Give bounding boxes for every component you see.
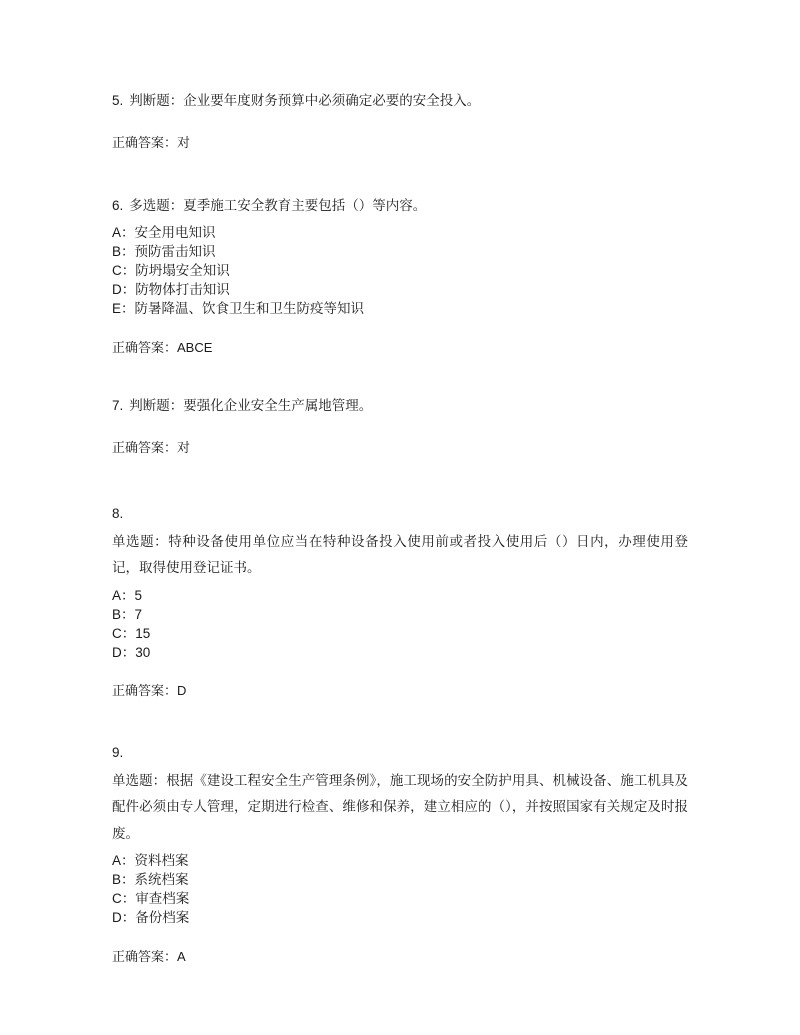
question-number: 9. [112,745,124,761]
question-block [112,740,688,965]
answer-label: 正确答案： [112,339,178,355]
question-type-label: 单选题： [112,773,167,788]
option-item: A：安全用电知识 [112,224,216,240]
question-text: 要强化企业安全生产属地管理。 [183,397,373,413]
answer-line [112,339,688,357]
answer-value: 对 [177,440,191,456]
option-item: C：审查档案 [112,891,190,907]
question-type-label: 判断题： [129,397,184,413]
option-list [112,851,688,928]
question-text: 特种设备使用单位应当在特种设备投入使用前或者投入使用后（）日内，办理使用登记，取得使用登记证书。 [112,533,688,576]
option-list [112,223,688,319]
question-stem-line [112,393,688,419]
question-type-label: 多选题： [129,197,184,213]
answer-label: 正确答案： [112,948,178,964]
option-item: C：15 [112,625,151,641]
question-text: 企业要年度财务预算中必须确定必要的安全投入。 [183,93,481,108]
question-block [112,88,688,153]
answer-value: 对 [177,135,191,151]
option-item: B：预防雷击知识 [112,243,216,259]
option-item: D：30 [112,645,151,661]
answer-value: ABCE [177,339,213,355]
option-item: D：防物体打击知识 [112,282,230,298]
answer-value: D [177,683,187,699]
answer-label: 正确答案： [112,135,178,151]
option-item: A：资料档案 [112,852,189,868]
answer-line [112,948,688,966]
question-number: 6. [112,197,124,213]
question-type-label: 单选题： [112,533,169,549]
answer-line [112,439,688,457]
option-item: B：7 [112,606,143,622]
question-stem-line [112,193,688,219]
question-stem-line [112,88,688,114]
question-number: 5. [112,93,124,108]
question-block [112,501,688,700]
question-type-label: 判断题： [129,93,184,108]
option-item: B：系统档案 [112,872,189,888]
option-item: A：5 [112,587,143,603]
answer-line [112,682,688,700]
option-item: D：备份档案 [112,910,190,926]
question-number: 7. [112,397,124,413]
question-block [112,193,688,357]
answer-line [112,134,688,152]
question-text: 根据《建设工程安全生产管理条例》，施工现场的安全防护用具、机械设备、施工机具及配件必须由专人管理，定期进行检查、维修和保养，建立相应的（），并按照国家有关规定及时报废。 [112,773,689,841]
option-item: E：防暑降温、饮食卫生和卫生防疫等知识 [112,301,365,317]
question-stem-line [112,529,688,582]
question-text: 夏季施工安全教育主要包括（）等内容。 [183,197,427,213]
answer-label: 正确答案： [112,683,178,699]
option-item: C：防坍塌安全知识 [112,263,230,279]
option-list [112,586,688,663]
question-block [112,393,688,458]
question-stem-line [112,768,688,847]
question-number: 8. [112,506,124,522]
answer-value: A [177,948,186,964]
answer-label: 正确答案： [112,440,178,456]
